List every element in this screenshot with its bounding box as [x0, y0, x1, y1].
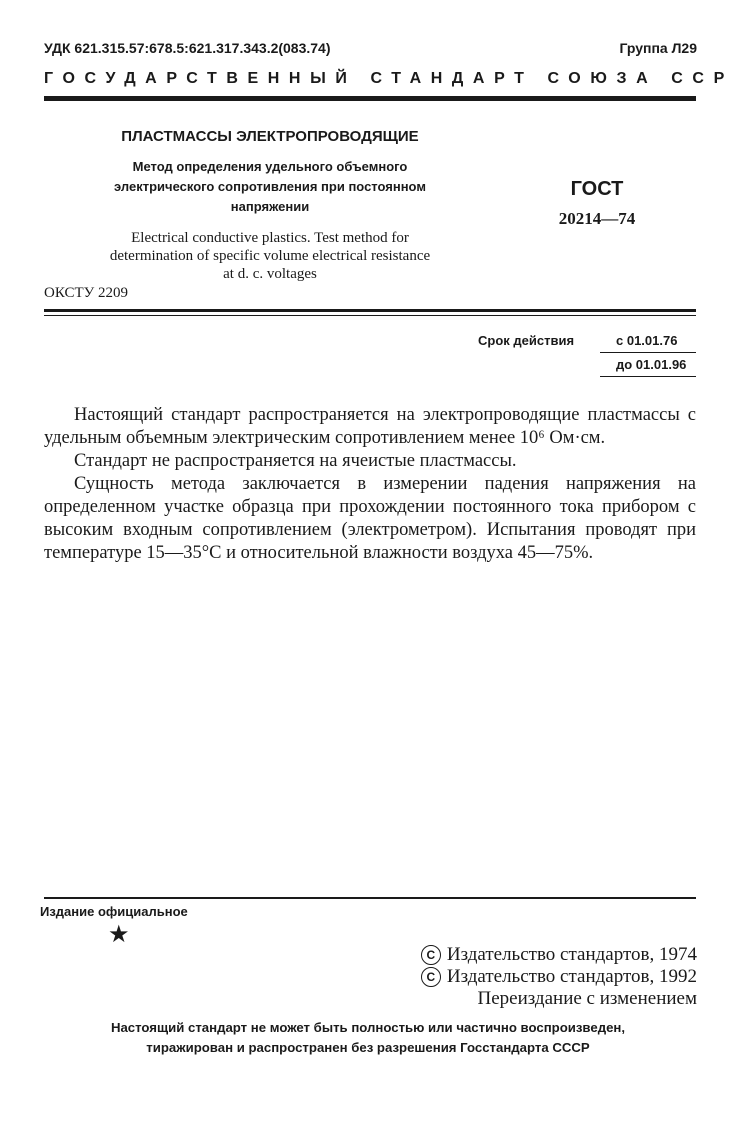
document-subtitle	[44, 157, 496, 217]
reissue-note: Переиздание с изменением	[477, 988, 697, 1009]
subtitle-line: электрического сопротивления при постоянном	[114, 179, 426, 194]
copyright-text: Издательство стандартов, 1992	[446, 966, 697, 987]
title-block-rule	[44, 309, 696, 312]
validity-rule-bottom	[600, 376, 696, 377]
subtitle-line: напряжении	[230, 199, 310, 214]
reproduction-notice	[40, 1018, 696, 1058]
document-title: ПЛАСТМАССЫ ЭЛЕКТРОПРОВОДЯЩИЕ	[121, 128, 419, 145]
gost-label: ГОСТ	[570, 178, 624, 200]
copyright-text: Издательство стандартов, 1974	[446, 944, 697, 965]
footer-rule	[44, 897, 696, 899]
notice-line: тиражирован и распространен без разрешения Госстандарта СССР	[146, 1040, 590, 1055]
copyright-icon: C	[421, 967, 441, 987]
body-paragraph: Сущность метода заключается в измерении падения напряжения на определенном участке образца при прохождении постоянного тока прибором с высоким входным сопротивлением (электрометром). Испытания проводят при температуре 15—35°С и относительной влажности воздуха 45—75%.	[44, 474, 696, 563]
notice-line: Настоящий стандарт не может быть полностью или частично воспроизведен,	[110, 1020, 626, 1035]
state-standard-heading: ГОСУДАРСТВЕННЫЙ СТАНДАРТ СОЮЗА ССР	[44, 70, 734, 87]
validity-rule	[600, 352, 696, 353]
body-paragraph: Стандарт не распространяется на ячеистые пластмассы.	[74, 451, 517, 471]
gost-number: 20214—74	[558, 209, 636, 228]
copyright-block	[421, 944, 697, 1010]
valid-from-date: с 01.01.76	[616, 333, 678, 348]
body-text	[44, 404, 696, 565]
official-edition-label: Издание официальное	[40, 904, 188, 919]
star-icon: ★	[108, 922, 130, 948]
subtitle-line: Метод определения удельного объемного	[132, 159, 408, 174]
copyright-line-1992	[421, 966, 697, 988]
group-code: Группа Л29	[619, 40, 697, 56]
title-block-rule-thin	[44, 315, 696, 316]
oksty-code: ОКСТУ 2209	[44, 285, 129, 301]
copyright-icon: C	[421, 945, 441, 965]
english-title	[44, 229, 496, 283]
udk-code: УДК 621.315.57:678.5:621.317.343.2(083.74)	[44, 40, 331, 56]
validity-label: Срок действия	[478, 333, 575, 348]
valid-to-date: до 01.01.96	[616, 357, 687, 372]
body-paragraph: Настоящий стандарт распространяется на электропроводящие пластмассы с удельным объемным электрическим сопротивлением менее 10⁶ Ом·см.	[44, 405, 696, 448]
copyright-line-1974	[421, 944, 697, 966]
header-rule	[44, 96, 696, 101]
english-title-line: at d. c. voltages	[223, 266, 317, 282]
english-title-line: determination of specific volume electrical resistance	[109, 248, 431, 264]
english-title-line: Electrical conductive plastics. Test method for	[131, 230, 409, 246]
